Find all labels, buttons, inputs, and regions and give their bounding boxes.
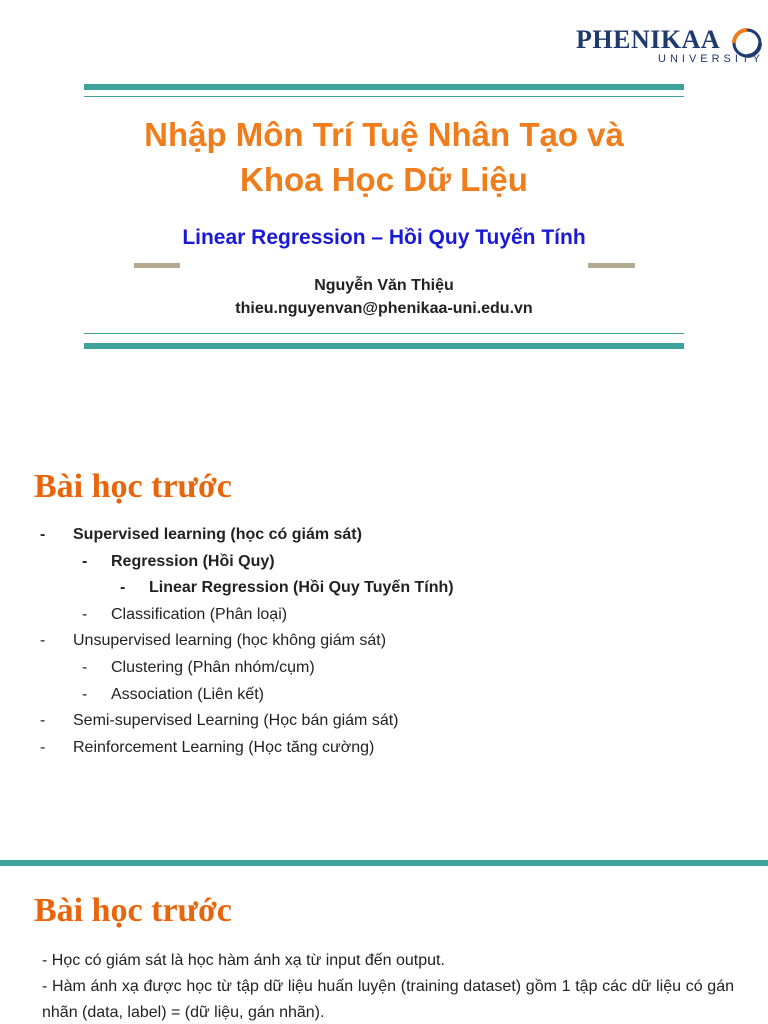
phenikaa-logo [576,22,766,70]
slide-heading: Bài học trước [34,892,232,929]
list-item-text: Linear Regression (Hồi Quy Tuyến Tính) [149,579,454,597]
list-item-text: Unsupervised learning (học không giám sát) [73,632,387,650]
list-bullet-dash: - [82,685,88,703]
title-slide [0,0,768,430]
list-item [40,682,454,709]
list-item-text: Association (Liên kết) [111,685,264,703]
logo-wordmark: PHENIKAA [576,25,721,54]
list-item [40,575,454,602]
right-accent-bar [588,263,635,268]
list-item-text: Reinforcement Learning (Học tăng cường) [73,738,375,756]
topic-list [40,522,454,761]
top-teal-line [84,96,684,97]
list-bullet-dash: - [40,526,46,543]
previous-lesson-detail-slide [0,860,768,1024]
course-title [84,112,684,202]
list-bullet-dash: - [40,712,46,730]
list-item [40,549,454,576]
list-item [40,628,454,655]
paragraph-2: - Hàm ánh xạ được học từ tập dữ liệu huấn luyện (training dataset) gồm 1 tập các dữ liệu có gán nhãn (data, label) = (dữ liệu, gán nhãn). [42,978,734,1021]
list-item [40,602,454,629]
logo-ring-icon [730,26,764,60]
list-item [40,522,454,549]
list-bullet-dash: - [120,579,126,597]
list-item [40,655,454,682]
bottom-teal-bar [84,343,684,349]
list-bullet-dash: - [40,738,46,756]
slide-divider-band [0,860,768,866]
list-item-text: Regression (Hồi Quy) [111,552,275,570]
slide-heading: Bài học trước [34,468,232,505]
list-item-text: Classification (Phân loại) [111,605,288,623]
list-item [40,735,454,762]
author-email: thieu.nguyenvan@phenikaa-uni.edu.vn [235,300,533,317]
list-item-text: Supervised learning (học có giám sát) [73,526,362,543]
paragraph-1: - Học có giám sát là học hàm ánh xạ từ input đến output. [42,952,445,969]
list-bullet-dash: - [82,605,88,623]
logo-subtext: UNIVERSITY [658,53,765,65]
list-item [40,708,454,735]
bottom-teal-line [84,333,684,334]
lecture-subtitle: Linear Regression – Hồi Quy Tuyến Tính [182,226,586,249]
list-item-text: Semi-supervised Learning (Học bán giám sát) [73,712,399,730]
previous-lesson-slide [0,430,768,860]
author-block [84,274,684,320]
list-bullet-dash: - [82,658,88,676]
course-title-line1: Nhập Môn Trí Tuệ Nhân Tạo và [144,116,624,153]
left-accent-bar [134,263,180,268]
list-item-text: Clustering (Phân nhóm/cụm) [111,658,315,676]
author-name: Nguyễn Văn Thiệu [314,277,454,294]
course-title-line2: Khoa Học Dữ Liệu [240,161,528,198]
list-bullet-dash: - [82,552,88,570]
top-teal-bar [84,84,684,90]
list-bullet-dash: - [40,632,46,650]
